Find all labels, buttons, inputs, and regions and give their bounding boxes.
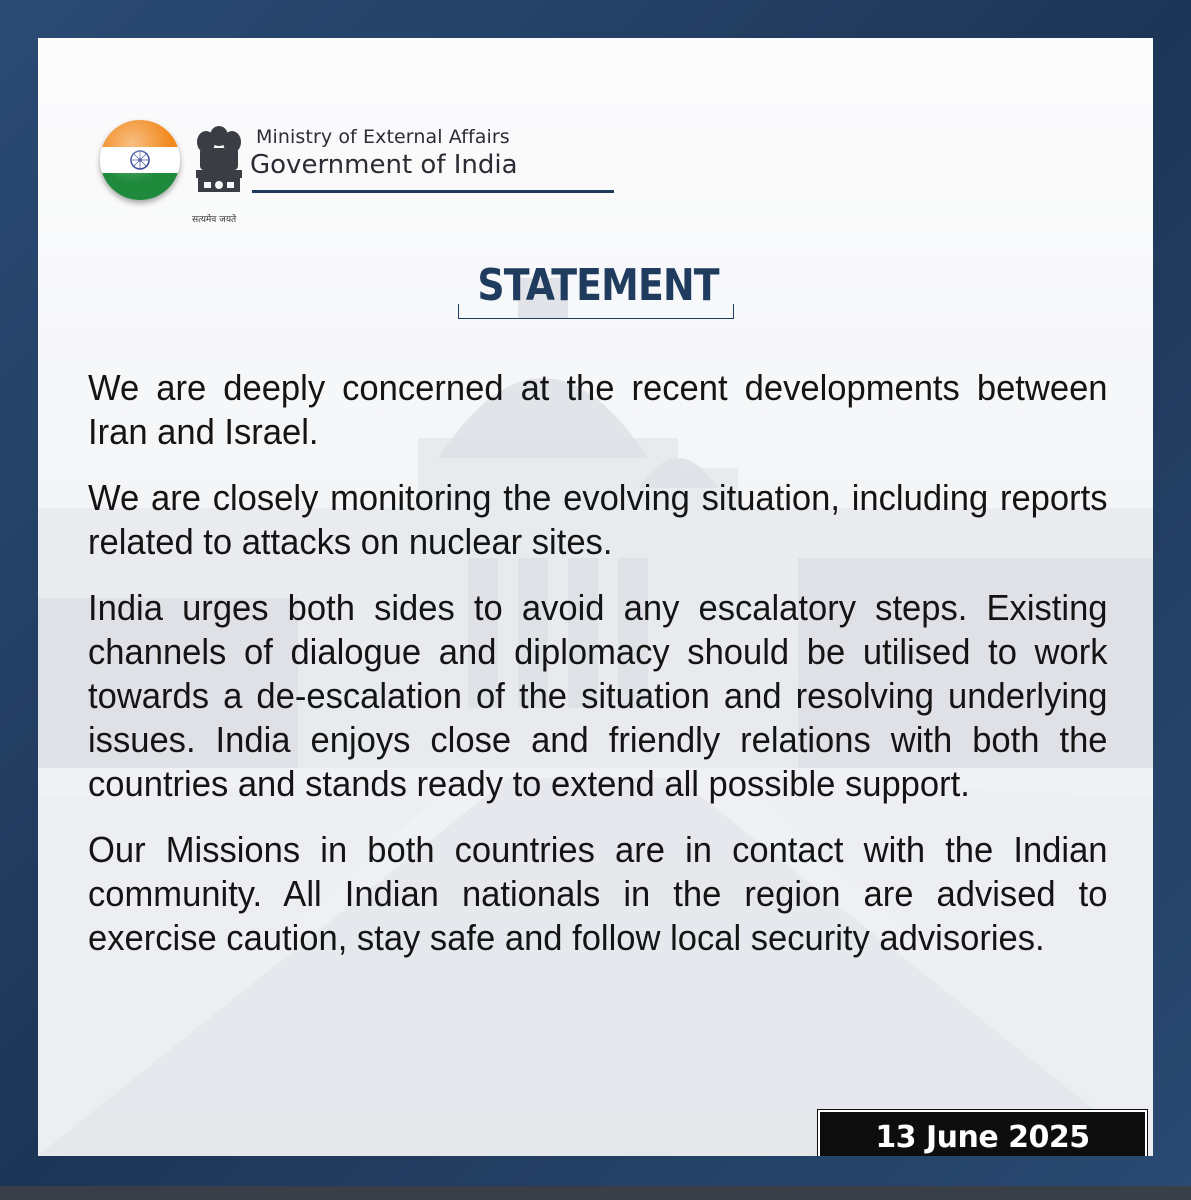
header-underline	[252, 190, 614, 193]
paragraph-2: We are closely monitoring the evolving situation, including reports related to attacks on nuclear sites.	[88, 477, 1108, 562]
statement-date: 13 June 2025	[875, 1120, 1090, 1155]
government-name: Government of India	[250, 150, 518, 180]
paragraph-1: We are deeply concerned at the recent developments between Iran and Israel.	[88, 367, 1108, 452]
paragraph-3: India urges both sides to avoid any escalatory steps. Existing channels of dialogue and diplomacy should be utilised to work towards a de-escalation of the situation and resolving underlying issues. India enjoys close and friendly relations with both the countries and stands ready to extend all possible support.	[88, 587, 1108, 804]
ministry-header	[100, 118, 560, 238]
title-bracket	[458, 304, 734, 319]
india-flag-icon	[100, 120, 180, 200]
emblem-motto: सत्यमेव जयते	[192, 215, 237, 225]
statement-card	[38, 38, 1153, 1156]
ministry-name: Ministry of External Affairs	[256, 126, 510, 148]
paragraph-4: Our Missions in both countries are in contact with the Indian community. All Indian nationals in the region are advised to exercise caution, stay safe and follow local security advisories.	[88, 829, 1108, 958]
statement-title-block	[458, 260, 734, 320]
state-emblem-icon	[188, 118, 250, 210]
date-badge	[818, 1110, 1147, 1156]
statement-title: STATEMENT	[477, 260, 719, 311]
statement-body	[88, 366, 1108, 982]
bottom-strip	[0, 1186, 1191, 1200]
